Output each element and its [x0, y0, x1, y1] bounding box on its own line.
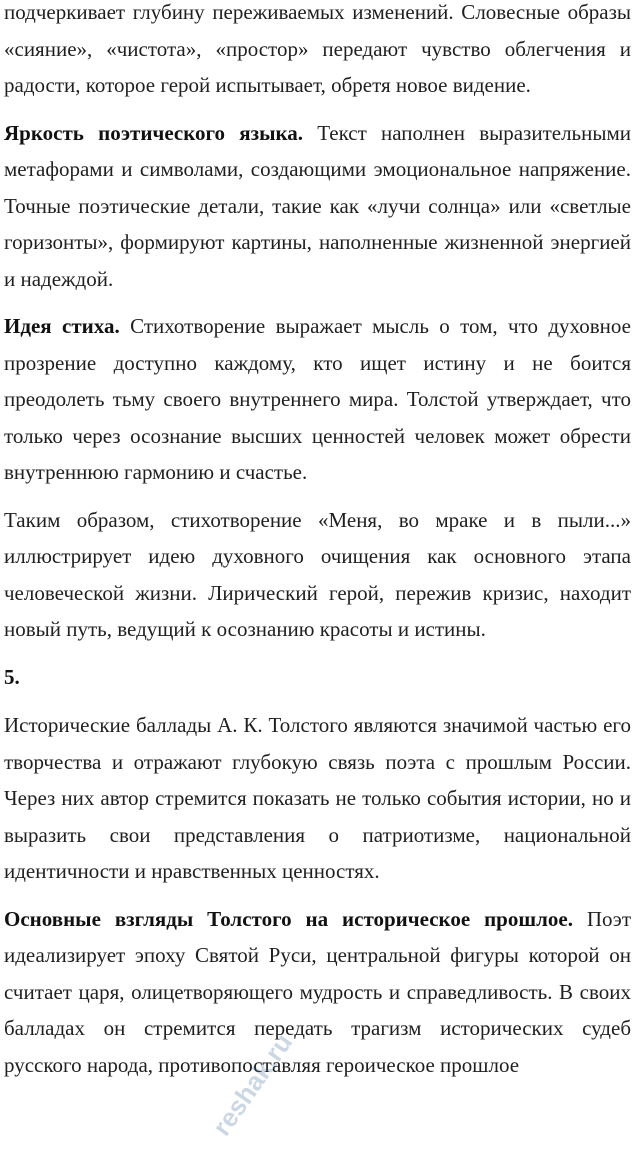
paragraph-heading: Основные взгляды Толстого на историческое прошлое.	[4, 906, 573, 931]
paragraph-body: Стихотворение выражает мысль о том, что духовное прозрение доступно каждому, кто ищет истину и не боится преодолеть тьму своего внутреннего мира. Толстой утверждает, что только через осознание высших ценностей человек может обрести внутреннюю гармонию и счастье.	[4, 314, 631, 484]
paragraph-historical-views	[4, 901, 631, 1084]
paragraph-body: Текст наполнен выразительными метафорами и символами, создающими эмоциональное напряжение. Точные поэтические детали, такие как «лучи солнца» или «светлые горизонты», формируют картины, наполненные жизненной энергией и надеждой.	[4, 120, 632, 291]
paragraph-conclusion-fragment: подчеркивает глубину переживаемых изменений. Словесные образы «сияние», «чистота», «простор» передают чувство облегчения и радости, которое герой испытывает, обретя новое видение.	[4, 0, 631, 97]
section-number: 5.	[4, 664, 20, 689]
watermark-text: reshak.ru	[206, 1028, 299, 1142]
paragraph-historical-ballads: Исторические баллады А. К. Толстого являются значимой частью его творчества и отражают глубокую связь поэта с прошлым России. Через них автор стремится показать не только события истории, но и выразить свои представления о патриотизме, национальной идентичности и нравственных ценностях.	[4, 713, 631, 883]
paragraph-heading: Идея стиха.	[4, 314, 120, 338]
paragraph-summary: Таким образом, стихотворение «Меня, во мраке и в пыли...» иллюстрирует идею духовного очищения как основного этапа человеческой жизни. Лирический герой, пережив кризис, находит новый путь, ведущий к осознанию красоты и истины.	[4, 507, 631, 641]
document-page	[4, 0, 631, 1094]
paragraph-poem-idea	[4, 308, 631, 491]
paragraph-poetic-language	[4, 115, 631, 298]
paragraph-body: Поэт идеализирует эпоху Святой Руси, центральной фигуры которой он считает царя, олицетворяющего мудрость и справедливость. В своих балладах он стремится передать трагизм исторических судеб русского народа, противопоставляя героическое прошлое	[4, 906, 631, 1077]
paragraph-heading: Яркость поэтического языка.	[4, 120, 303, 145]
